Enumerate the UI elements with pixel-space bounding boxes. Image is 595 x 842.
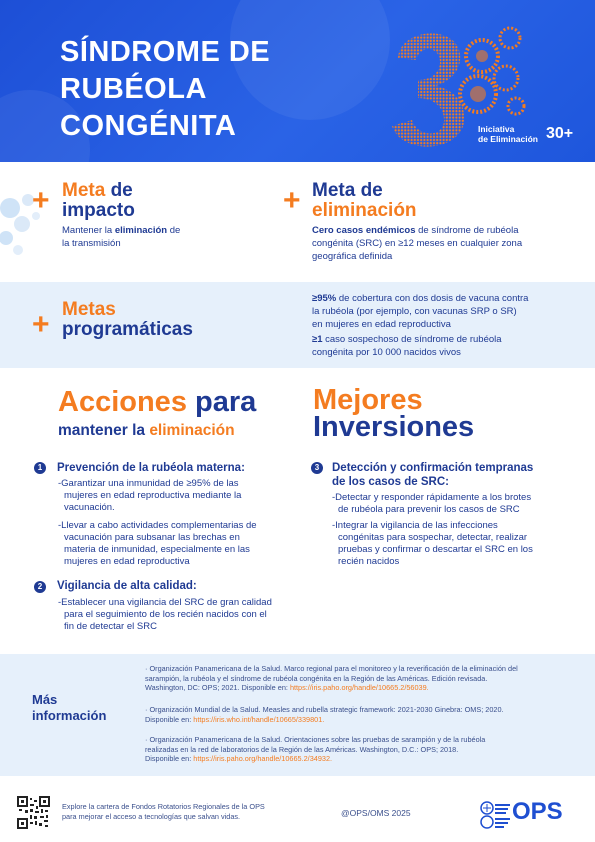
inversiones-heading: Inversiones	[313, 411, 475, 443]
ref-line: Disponible en:	[145, 714, 194, 724]
reference-item	[145, 664, 585, 693]
text-part: Mantener la	[62, 225, 115, 236]
heading-line: Más	[32, 692, 58, 707]
text-bold: Cero casos endémicos	[312, 225, 416, 236]
page-title	[60, 34, 270, 145]
initiative-line: Iniciativa	[478, 124, 515, 134]
heading-part: Acciones	[58, 386, 195, 418]
meta-impacto-text	[62, 224, 180, 250]
text-part: congénita (SRC) en ≥12 meses en cualquier zona	[312, 238, 523, 249]
heading-part: eliminación	[149, 422, 235, 439]
initiative-label	[478, 124, 574, 144]
text-bold: ≥95%	[312, 293, 337, 304]
qr-code-icon[interactable]	[17, 796, 50, 829]
metas-programaticas-text-1	[312, 292, 528, 331]
bullet-line: mujeres en edad reproductiva mediante la	[64, 490, 242, 501]
reference-item	[145, 705, 585, 724]
title-line: de los casos de SRC:	[332, 476, 449, 488]
bullet-line: de rubéola para prevenir los casos de SRC	[338, 504, 520, 515]
reference-link[interactable]: https://iris.paho.org/handle/10665.2/34932.	[193, 754, 333, 764]
metas-programaticas-text-2	[312, 333, 502, 359]
ref-line: realizadas en la red de laboratorios de la Región de las Américas. Washington, D.C.: OPS; 2018.	[145, 744, 459, 754]
meta-impacto-heading	[62, 181, 135, 221]
footer-line: Explore la cartera de Fondos Rotatorios Regionales de la OPS	[62, 802, 265, 811]
bullet-line: vacunación para subsanar las brechas en	[64, 532, 240, 543]
meta-eliminacion-heading	[312, 181, 417, 221]
text-part: congénita por 10 000 nacidos vivos	[312, 347, 461, 358]
heading-part: Meta de	[312, 180, 383, 201]
bullet-line: recién nacidos	[338, 556, 400, 567]
footer-line: para mejorar el acceso a tecnologías que salvan vidas.	[62, 812, 241, 821]
initiative-mark: 30+	[546, 125, 574, 142]
bullet-line: -Detectar y responder rápidamente a los brotes	[332, 492, 532, 503]
bullet-line: pruebas y confirmar o descartar el SRC en los	[338, 544, 533, 555]
bullet-line: materia de inmunidad, especialmente en las	[64, 544, 250, 555]
reference-item	[145, 735, 585, 764]
number-badge: 3	[311, 462, 323, 474]
text-part: la rubéola (por ejemplo, con vacunas SRP o SR)	[312, 306, 517, 317]
plus-icon: +	[32, 184, 50, 217]
footer-text	[62, 802, 322, 822]
reference-link[interactable]: https://iris.paho.org/handle/10665.2/56039.	[289, 683, 429, 693]
bullet-line: -Garantizar una inmunidad de ≥95% de las	[58, 478, 239, 489]
heading-part: de	[110, 180, 133, 201]
bullet-text	[58, 520, 257, 568]
ref-line: · Organización Mundial de la Salud. Measles and rubella strategic framework: 2021-2030 Ginebra: OMS; 2020.	[145, 705, 504, 714]
number-badge: 1	[34, 462, 46, 474]
text-part: en mujeres en edad reproductiva	[312, 319, 451, 330]
title-line: RUBÉOLA	[60, 73, 207, 105]
item-title	[332, 461, 533, 489]
bullet-line: vacunación.	[64, 502, 115, 513]
mas-informacion-heading	[32, 692, 106, 724]
text-part: geográfica definida	[312, 251, 393, 262]
heading-part: eliminación	[312, 200, 417, 221]
heading-part: Meta	[62, 180, 106, 201]
bullet-text	[332, 520, 533, 568]
copyright: @OPS/OMS 2025	[341, 808, 411, 818]
plus-icon: +	[283, 184, 301, 217]
ref-line: · Organización Panamericana de la Salud. Marco regional para el monitoreo y la reverificación de la eliminación del	[145, 664, 518, 673]
text-part: de síndrome de rubéola	[415, 225, 519, 236]
text-bold: ≥1	[312, 334, 323, 345]
bullet-line: -Llevar a cabo actividades complementarias de	[58, 520, 257, 531]
heading-part: mantener la	[58, 422, 150, 439]
title-line: CONGÉNITA	[60, 110, 237, 142]
title-line: SÍNDROME DE	[60, 36, 271, 68]
reference-link[interactable]: https://iris.who.int/handle/10665/339801.	[193, 714, 325, 724]
bullet-line: fin de detectar el SRC	[64, 621, 157, 632]
acciones-heading	[58, 386, 256, 418]
metas-programaticas-heading	[62, 300, 193, 340]
bullet-line: para el seguimiento de los recién nacidos con el	[64, 609, 267, 620]
title-line: Detección y confirmación tempranas	[332, 462, 534, 474]
bullet-text	[332, 492, 531, 516]
initiative-line: de Eliminación	[478, 134, 538, 144]
heading-part: Metas	[62, 299, 116, 320]
bullet-text	[58, 597, 272, 633]
text-part: de	[167, 225, 181, 236]
ref-line: · Organización Panamericana de la Salud. Orientaciones sobre las pruebas de sarampión y de la rubéola	[145, 735, 486, 744]
plus-icon: +	[32, 308, 50, 341]
heading-part: para	[195, 386, 257, 418]
item-title: Prevención de la rubéola materna:	[57, 462, 245, 474]
heading-part: programáticas	[62, 319, 193, 340]
heading-line: información	[32, 708, 107, 723]
bullet-line: -Integrar la vigilancia de las infecciones	[332, 520, 498, 531]
ops-logo-text: OPS	[512, 798, 563, 825]
mejores-heading: Mejores	[313, 384, 423, 416]
bullet-line: -Establecer una vigilancia del SRC de gran calidad	[58, 597, 272, 608]
bullet-line: mujeres en edad reproductiva	[64, 556, 190, 567]
acciones-subheading	[58, 422, 235, 440]
ref-line: Washington, DC: OPS; 2021. Disponible en:	[145, 683, 290, 693]
header-banner	[0, 0, 595, 162]
text-part: de cobertura con dos dosis de vacuna contra	[336, 293, 529, 304]
item-title: Vigilancia de alta calidad:	[57, 580, 197, 592]
meta-eliminacion-text	[312, 224, 522, 263]
number-badge: 2	[34, 581, 46, 593]
ref-line: sarampión, la rubéola y el síndrome de rubéola congénita en la Región de las Américas. Edición revisada.	[145, 673, 488, 683]
ref-line: Disponible en:	[145, 754, 194, 764]
heading-part: impacto	[62, 200, 135, 221]
text-part: la transmisión	[62, 238, 121, 249]
bullet-text	[58, 478, 241, 514]
text-part: caso sospechoso de síndrome de rubéola	[322, 334, 502, 345]
bullet-line: congénitas para sospechar, detectar, realizar	[338, 532, 528, 543]
text-bold: eliminación	[114, 225, 168, 236]
